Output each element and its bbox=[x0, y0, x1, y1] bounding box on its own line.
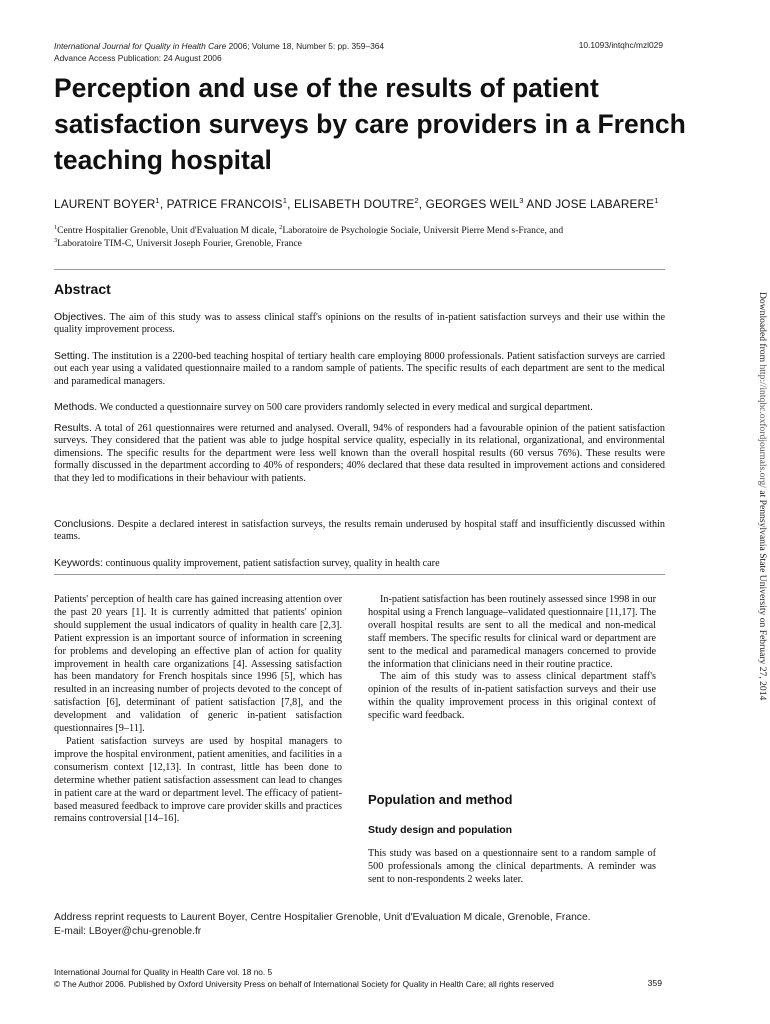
author-affil-sup: 2 bbox=[414, 196, 419, 206]
journal-header bbox=[54, 40, 384, 64]
body-right-column bbox=[368, 594, 656, 723]
conclusions-label: Conclusions. bbox=[54, 518, 115, 530]
abstract-results bbox=[54, 422, 665, 485]
body-left-column bbox=[54, 594, 342, 826]
affil-sup: 2 bbox=[279, 223, 283, 231]
body-paragraph: In-patient satisfaction has been routinely assessed since 1998 in our hospital using a French language–validated questionnaire [11,17]. The overall hospital results are sent to all the medical and non-medical staff members. The specific results for clinical ward or department are sent to the medical and paramedical managers concerned to provide the information that clinicians need in their routine practice. bbox=[368, 594, 656, 670]
doi[interactable]: 10.1093/intqhc/mzl029 bbox=[578, 40, 663, 50]
author: PATRICE FRANCOIS bbox=[166, 197, 283, 211]
email-line[interactable]: E-mail: LBoyer@chu-grenoble.fr bbox=[54, 926, 202, 937]
citation-details: 2006; Volume 18, Number 5: pp. 359–364 bbox=[226, 41, 385, 51]
results-label: Results. bbox=[54, 422, 92, 434]
citation-line bbox=[54, 40, 384, 52]
subsection-text: This study was based on a questionnaire sent to a random sample of 500 professionals among the clinical departments. A reminder was sent to non-respondents 2 weeks later. bbox=[368, 848, 656, 885]
body-paragraph: The aim of this study was to assess clinical department staff's opinion of the results of in-patient satisfaction surveys and their use within the quality improvement process in this original context of specific ward feedback. bbox=[368, 671, 656, 722]
footer-journal: International Journal for Quality in Health Care vol. 18 no. 5 bbox=[54, 967, 273, 977]
page-footer bbox=[54, 966, 554, 990]
section-heading: Population and method bbox=[368, 792, 513, 807]
affiliations bbox=[54, 224, 694, 250]
author: LAURENT BOYER bbox=[54, 197, 156, 211]
body-paragraph: Patients' perception of health care has gained increasing attention over the past 20 years [1]. It is currently admitted that patients' opinion should supplement the usual indicators of quality in health care [2,3]. Patient expression is an important source of information in screening for problems and developing an effective plan of action for quality improvement in health care organizations [4]. Assessing satisfaction has been mandatory for French hospitals since 1996 [5], which has resulted in an increasing number of projects devoted to the concept of satisfaction [6], determinant of patient satisfaction [7,8], and the development and validation of generic in-patient satisfaction questionnaires [9–11]. bbox=[54, 594, 342, 735]
journal-name: International Journal for Quality in Health Care bbox=[54, 41, 227, 51]
objectives-label: Objectives. bbox=[54, 311, 106, 323]
download-link[interactable]: http://intqhc.oxfordjournals.org/ bbox=[757, 364, 768, 488]
author: GEORGES WEIL bbox=[425, 197, 520, 211]
methods-text: We conducted a questionnaire survey on 500 care providers randomly selected in every medical and surgical department. bbox=[97, 402, 593, 413]
setting-label: Setting. bbox=[54, 350, 90, 362]
affiliation: Laboratoire de Psychologie Sociale, Universit Pierre Mend s-France, and bbox=[282, 225, 564, 236]
objectives-text: The aim of this study was to assess clinical staff's opinions on the results of in-patient satisfaction surveys and their use within the quality improvement process. bbox=[54, 312, 665, 336]
methods-label: Methods. bbox=[54, 401, 98, 413]
download-suffix: at Pennsylvania State University on February 27, 2014 bbox=[757, 487, 768, 701]
author-sep: , bbox=[418, 197, 426, 211]
keywords-text: continuous quality improvement, patient satisfaction survey, quality in health care bbox=[103, 558, 440, 569]
abstract-methods bbox=[54, 401, 665, 414]
author-list bbox=[54, 197, 659, 211]
author-sep: AND bbox=[523, 197, 556, 211]
author-affil-sup: 1 bbox=[282, 196, 288, 206]
affiliation-line-2 bbox=[54, 237, 694, 250]
advance-access: Advance Access Publication: 24 August 2006 bbox=[54, 53, 222, 63]
affil-sup: 1 bbox=[54, 223, 58, 231]
abstract-objectives bbox=[54, 311, 665, 337]
author-affil-sup: 1 bbox=[155, 196, 160, 206]
keywords-label: Keywords: bbox=[54, 557, 104, 569]
author-affil-sup: 1 bbox=[654, 196, 659, 206]
author-sep: , bbox=[287, 197, 294, 211]
abstract-heading: Abstract bbox=[54, 281, 111, 297]
affiliation-line-1 bbox=[54, 224, 694, 237]
footer-copyright: © The Author 2006. Published by Oxford University Press on behalf of International Society for Quality in Health Care; all rights reserved bbox=[54, 979, 554, 989]
divider bbox=[54, 574, 665, 575]
author: JOSE LABARERE bbox=[555, 197, 655, 211]
author-sep: , bbox=[159, 197, 167, 211]
author-affil-sup: 3 bbox=[519, 196, 524, 206]
divider bbox=[54, 269, 665, 270]
body-paragraph: Patient satisfaction surveys are used by hospital managers to improve the hospital environment, patient amenities, and facilities in a consumerism context [12,13]. In contrast, little has been done to determine whether patient satisfaction assessment can lead to changes in patient care at the ward or department level. The efficacy of patient-based measured feedback to improve care provider skills and practices remains controversial [14–16]. bbox=[54, 735, 342, 825]
abstract-setting bbox=[54, 350, 665, 388]
subsection-heading: Study design and population bbox=[368, 824, 513, 836]
download-notice bbox=[757, 292, 768, 992]
setting-text: The institution is a 2200-bed teaching hospital of tertiary health care employing 8000 professionals. Patient satisfaction surveys are carried out each year using a validated questionnaire mailed to a random sample of patients. The specific results of each department are sent to the medical and paramedical managers. bbox=[54, 351, 665, 387]
reprint-address bbox=[54, 911, 674, 939]
results-text: A total of 261 questionnaires were returned and analysed. Overall, 94% of responders had a favourable opinion of the patient satisfaction surveys. They considered that the patient was able to judge hospital service quality, especially in its relational, organizational, and environmental dimensions. The specific results for the department were less well known than the overall hospital results (60 versus 76%). These results were formally discussed in the department according to 40% of responders; 40% declared that these data resulted in improvement actions and considered that they led to modifications in their behaviour with patients. bbox=[54, 423, 665, 484]
affil-sup: 3 bbox=[54, 236, 58, 244]
affiliation: Laboratoire TIM-C, Universit Joseph Fourier, Grenoble, France bbox=[57, 238, 302, 249]
affiliation: Centre Hospitalier Grenoble, Unit d'Evaluation M dicale, bbox=[57, 225, 280, 236]
article-title: Perception and use of the results of patient satisfaction surveys by care providers in a French teaching hospital bbox=[54, 73, 686, 175]
abstract-keywords bbox=[54, 557, 665, 570]
page-number: 359 bbox=[647, 978, 662, 988]
conclusions-text: Despite a declared interest in satisfaction surveys, the results remain underused by hospital staff and insufficiently discussed within teams. bbox=[54, 519, 665, 543]
author: ELISABETH DOUTRE bbox=[293, 197, 415, 211]
abstract-conclusions bbox=[54, 518, 665, 544]
address-line: Address reprint requests to Laurent Boyer, Centre Hospitalier Grenoble, Unit d'Evaluation M dicale, Grenoble, France. bbox=[54, 912, 591, 923]
download-prefix: Downloaded from bbox=[757, 292, 768, 365]
